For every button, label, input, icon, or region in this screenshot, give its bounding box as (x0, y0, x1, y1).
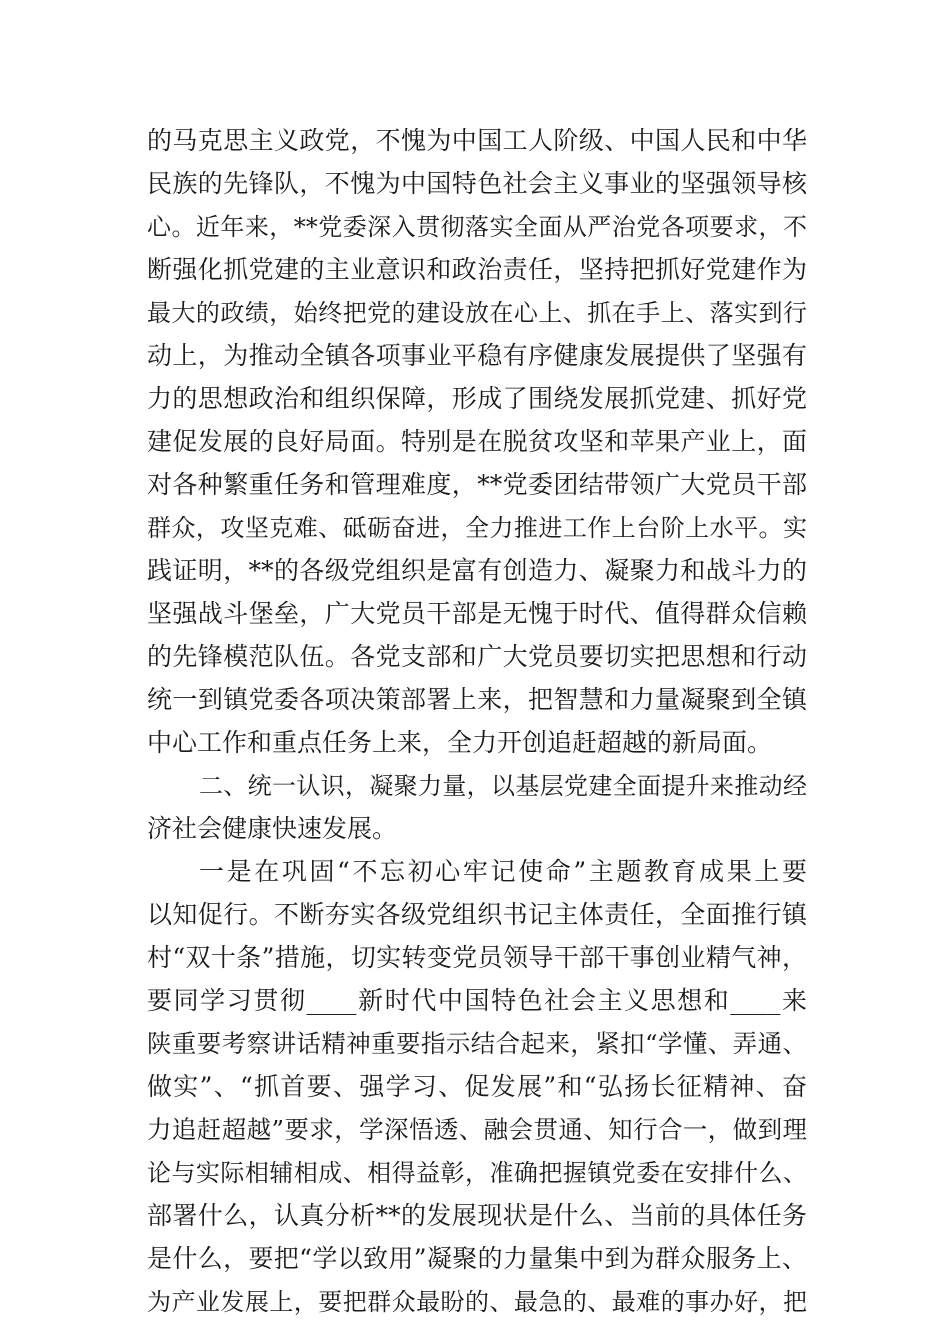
text-line: 力的思想政治和组织保障，形成了围绕发展抓党建、抓好党 (147, 384, 807, 413)
text-line: 陕重要考察讲话精神重要指示结合起来，紧扣“学懂、弄通、 (147, 1029, 807, 1058)
section-heading-line-end: 济社会健康快速发展。 (147, 814, 398, 843)
text-line: 力追赶超越”要求，学深悟透、融会贯通、知行合一，做到理 (147, 1115, 807, 1144)
text-line: 坚强战斗堡垒，广大党员干部是无愧于时代、值得群众信赖 (147, 599, 807, 628)
text-line: 最大的政绩，始终把党的建设放在心上、抓在手上、落实到行 (147, 299, 807, 327)
text-line: 是什么，要把“学以致用”凝聚的力量集中到为群众服务上、 (147, 1244, 807, 1273)
text-line: 动上，为推动全镇各项事业平稳有序健康发展提供了坚强有 (147, 341, 807, 370)
text-line: 部署什么，认真分析**的发展现状是什么、当前的具体任务 (147, 1201, 807, 1230)
text-line: 民族的先锋队，不愧为中国特色社会主义事业的坚强领导核 (147, 169, 807, 198)
text-line: 群众，攻坚克难、砥砺奋进，全力推进工作上台阶上水平。实 (147, 514, 807, 542)
text-line: 的先锋模范队伍。各党支部和广大党员要切实把思想和行动 (147, 642, 807, 671)
text-line: 心。近年来，**党委深入贯彻落实全面从严治党各项要求，不 (147, 213, 807, 241)
text-line: 断强化抓党建的主业意识和政治责任，坚持把抓好党建作为 (147, 255, 807, 284)
text-line-paragraph-end: 中心工作和重点任务上来，全力开创追赶超越的新局面。 (147, 728, 773, 757)
text-line: 践证明，**的各级党组织是富有创造力、凝聚力和战斗力的 (147, 556, 807, 585)
text-line: 以知促行。不断夯实各级党组织书记主体责任，全面推行镇 (147, 900, 807, 929)
text-line: 的马克思主义政党，不愧为中国工人阶级、中国人民和中华 (147, 126, 807, 155)
text-line: 对各种繁重任务和管理难度，**党委团结带领广大党员干部 (147, 470, 807, 499)
text-line: 为产业发展上，要把群众最盼的、最急的、最难的事办好，把 (147, 1288, 807, 1316)
text-line: 论与实际相辅相成、相得益彰，准确把握镇党委在安排什么、 (147, 1159, 807, 1187)
section-heading-line: 二、统一认识，凝聚力量，以基层党建全面提升来推动经 (199, 772, 807, 800)
text-line: 要同学习贯彻____新时代中国特色社会主义思想和____来 (147, 986, 807, 1015)
paragraph-first-line: 一是在巩固“不忘初心牢记使命”主题教育成果上要 (199, 857, 807, 886)
text-line: 村“双十条”措施，切实转变党员领导干部干事创业精气神， (147, 943, 807, 972)
text-line: 建促发展的良好局面。特别是在脱贫攻坚和苹果产业上，面 (147, 427, 807, 456)
text-line: 统一到镇党委各项决策部署上来，把智慧和力量凝聚到全镇 (147, 685, 807, 714)
text-line: 做实”、“抓首要、强学习、促发展”和“弘扬长征精神、奋 (147, 1072, 807, 1101)
